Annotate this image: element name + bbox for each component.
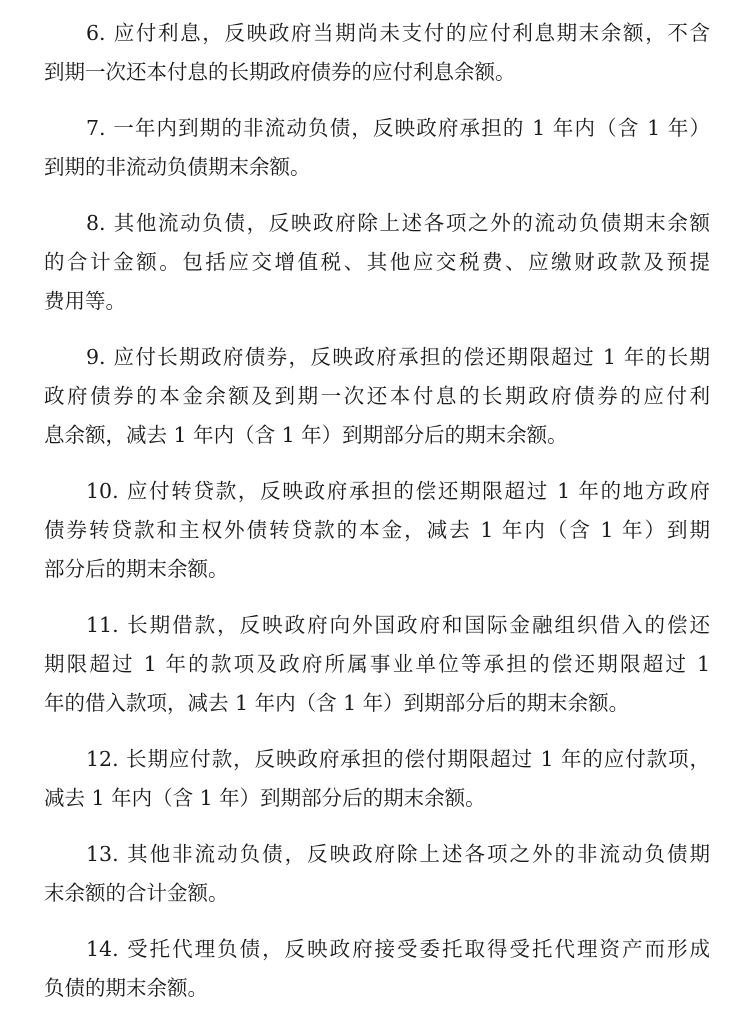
text-line: 费用等。	[44, 289, 126, 313]
text-line: 7. 一年内到期的非流动负债，反映政府承担的 1 年内（含 1 年）	[86, 116, 710, 140]
text-line: 息余额，减去 1 年内（含 1 年）到期部分后的期末余额。	[44, 423, 568, 447]
text-line: 期限超过 1 年的款项及政府所属事业单位等承担的偿还期限超过 1	[44, 652, 710, 676]
text-line: 负债的期末余额。	[44, 976, 208, 1000]
text-line: 14. 受托代理负债，反映政府接受委托取得受托代理资产而形成	[86, 937, 710, 961]
paragraph-item-10	[44, 472, 710, 589]
paragraph-item-11	[44, 606, 710, 723]
text-line: 政府债券的本金余额及到期一次还本付息的长期政府债券的应付利	[44, 384, 710, 408]
text-line: 12. 长期应付款，反映政府承担的偿付期限超过 1 年的应付款项，	[86, 747, 710, 771]
paragraph-item-13	[44, 835, 710, 913]
paragraph-item-8	[44, 204, 710, 321]
text-line: 11. 长期借款，反映政府向外国政府和国际金融组织借入的偿还	[86, 613, 710, 637]
text-line: 部分后的期末余额。	[44, 557, 229, 581]
paragraph-item-7	[44, 109, 710, 187]
text-line: 13. 其他非流动负债，反映政府除上述各项之外的非流动负债期	[86, 842, 710, 866]
paragraph-item-14	[44, 930, 710, 1008]
text-line: 到期的非流动负债期末余额。	[44, 155, 311, 179]
text-line: 债券转贷款和主权外债转贷款的本金，减去 1 年内（含 1 年）到期	[44, 518, 710, 542]
text-line: 6. 应付利息，反映政府当期尚未支付的应付利息期末余额，不含	[86, 21, 710, 45]
text-line: 末余额的合计金额。	[44, 881, 229, 905]
text-line: 的合计金额。包括应交增值税、其他应交税费、应缴财政款及预提	[44, 250, 710, 274]
text-line: 到期一次还本付息的长期政府债券的应付利息余额。	[44, 60, 516, 84]
paragraph-item-12	[44, 740, 710, 818]
text-line: 9. 应付长期政府债券，反映政府承担的偿还期限超过 1 年的长期	[86, 345, 710, 369]
paragraph-item-6	[44, 14, 710, 92]
text-line: 减去 1 年内（含 1 年）到期部分后的期末余额。	[44, 786, 486, 810]
text-line: 10. 应付转贷款，反映政府承担的偿还期限超过 1 年的地方政府	[86, 479, 710, 503]
text-line: 8. 其他流动负债，反映政府除上述各项之外的流动负债期末余额	[86, 211, 710, 235]
paragraph-item-9	[44, 338, 710, 455]
text-line: 年的借入款项，减去 1 年内（含 1 年）到期部分后的期末余额。	[44, 691, 630, 715]
